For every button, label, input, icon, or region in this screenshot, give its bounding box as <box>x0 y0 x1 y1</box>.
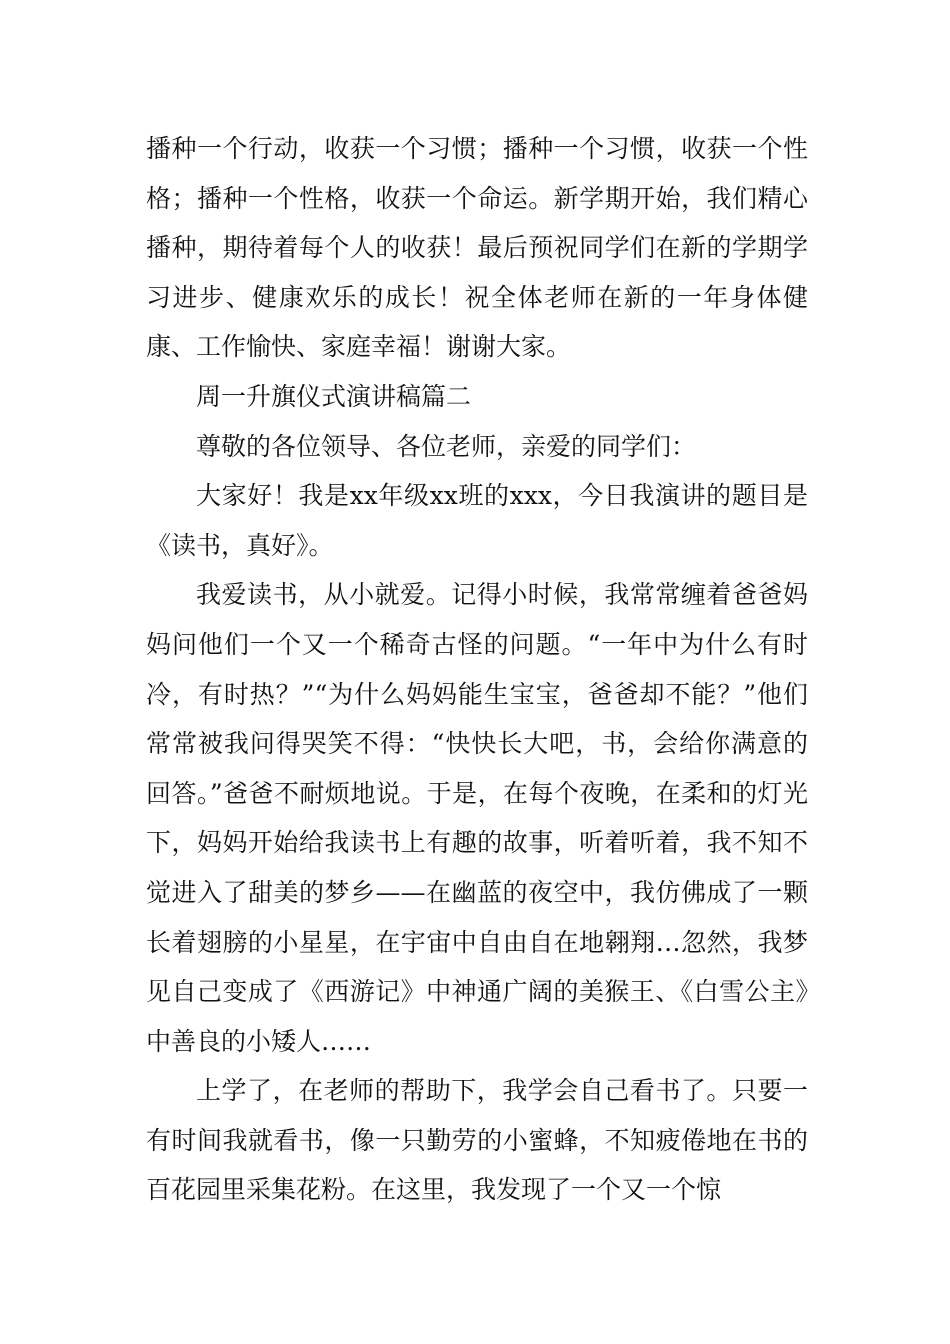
paragraph-childhood-reading: 我爱读书，从小就爱。记得小时候，我常常缠着爸爸妈妈问他们一个又一个稀奇古怪的问题。“一年中为什么有时冷，有时热？”“为什么妈妈能生宝宝，爸爸却不能？”他们常常被我问得哭笑不得：“快快长大吧，书，会给你满意的回答。”爸爸不耐烦地说。于是，在每个夜晚，在柔和的灯光下，妈妈开始给我读书上有趣的故事，听着听着，我不知不觉进入了甜美的梦乡——在幽蓝的夜空中，我仿佛成了一颗长着翅膀的小星星，在宇宙中自由自在地翱翔…忽然，我梦见自己变成了《西游记》中神通广阔的美猴王、《白雪公主》中善良的小矮人…… <box>146 580 808 1056</box>
speech-title: 周一升旗仪式演讲稿篇二 <box>196 381 472 411</box>
speech-salutation: 尊敬的各位领导、各位老师，亲爱的同学们： <box>196 431 697 461</box>
paragraph-school-reading: 上学了，在老师的帮助下，我学会自己看书了。只要一有时间我就看书，像一只勤劳的小蜜蜂，不知疲倦地在书的百花园里采集花粉。在这里，我发现了一个又一个惊 <box>146 1076 808 1205</box>
document-body <box>146 124 808 1215</box>
paragraph-closing-wishes: 播种一个行动，收获一个习惯；播种一个习惯，收获一个性格；播种一个性格，收获一个命运。新学期开始，我们精心播种，期待着每个人的收获！最后预祝同学们在新的学期学习进步、健康欢乐的成长！祝全体老师在新的一年身体健康、工作愉快、家庭幸福！谢谢大家。 <box>146 134 808 362</box>
paragraph-introduction: 大家好！我是xx年级xx班的xxx，今日我演讲的题目是《读书，真好》。 <box>146 481 808 560</box>
